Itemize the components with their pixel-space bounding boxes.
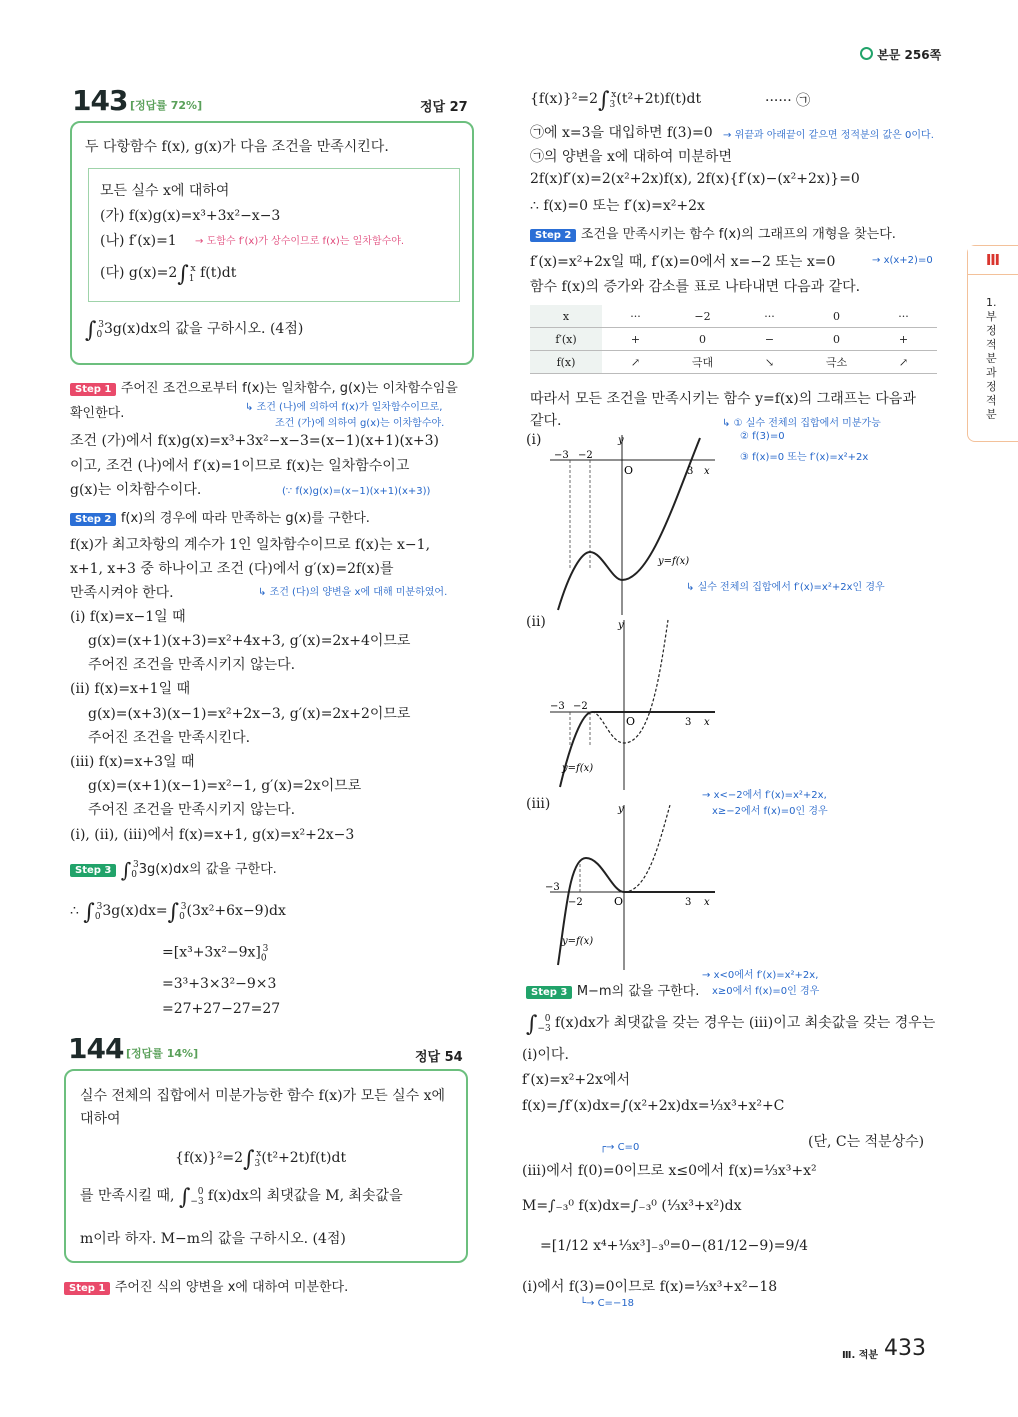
condition-b-note: → 도함수 f′(x)가 상수이므로 f(x)는 일차함수야. bbox=[195, 236, 405, 247]
svg-text:y: y bbox=[618, 620, 624, 631]
solution-line: (i)에서 f(3)=0이므로 f(x)=⅓x³+x²−18 bbox=[522, 1279, 778, 1295]
table-cell: ··· bbox=[602, 305, 669, 328]
problem-equation: $\{f(x)\}^2=2\int_3^x(t^2+2t)f(t)dt$ bbox=[175, 1147, 347, 1172]
equation-marker: ······ ㉠ bbox=[765, 93, 811, 109]
table-cell: ↗ bbox=[870, 351, 937, 374]
step1-heading: Step 1 주어진 식의 양변을 x에 대하여 미분한다. bbox=[64, 1276, 348, 1295]
table-cell: ··· bbox=[870, 305, 937, 328]
svg-text:O: O bbox=[614, 895, 624, 908]
table-cell: 0 bbox=[669, 328, 736, 351]
table-cell: + bbox=[870, 328, 937, 351]
table-cell: ↘ bbox=[736, 351, 803, 374]
solution-note: ↳ 조건 (다)의 양변을 x에 대해 미분하였어. bbox=[258, 587, 448, 598]
solution-note: └→ C=−18 bbox=[580, 1298, 635, 1309]
footer-section: Ⅲ. 적분 bbox=[842, 1350, 879, 1361]
solution-line: =[1/12 x⁴+⅓x³]₋₃⁰=0−(81/12−9)=9/4 bbox=[540, 1238, 809, 1254]
graph-note: → x<0에서 f′(x)=x²+2x, bbox=[702, 970, 819, 981]
graph-note: x≥−2에서 f(x)=0인 경우 bbox=[712, 806, 828, 817]
problem-number: 144 bbox=[68, 1032, 124, 1065]
solution-line: g(x)는 이차함수이다. bbox=[70, 482, 202, 498]
step1-heading-cont: 확인한다. bbox=[70, 406, 125, 421]
accuracy-rate: [정답률 14%] bbox=[126, 1047, 199, 1060]
equation-1: $\{f(x)\}^2=2\int_3^x(t^2+2t)f(t)dt$ bbox=[530, 88, 702, 113]
answer-label: 정답 27 bbox=[420, 100, 468, 115]
case-2-detail: g(x)=(x+3)(x−1)=x²+2x−3, g′(x)=2x+2이므로 bbox=[88, 706, 411, 722]
solution-line: f′(x)=x²+2x일 때, f′(x)=0에서 x=−2 또는 x=0 bbox=[530, 254, 836, 270]
problem-number: 143 bbox=[72, 84, 128, 117]
svg-text:y=f(x): y=f(x) bbox=[562, 763, 594, 774]
table-cell: 0 bbox=[803, 328, 870, 351]
step1-heading: Step 1 주어진 조건으로부터 f(x)는 일차함수, g(x)는 이차함수임을 bbox=[70, 377, 458, 396]
case-1-detail: g(x)=(x+1)(x+3)=x²+4x+3, g′(x)=2x+4이므로 bbox=[88, 633, 411, 649]
solution-line: $\int_{-3}^0$ f(x)dx가 최댓값을 갖는 경우는 (iii)이고 최솟값을 갖는 경우는 bbox=[526, 1012, 936, 1037]
svg-text:O: O bbox=[626, 715, 636, 728]
graph-note: x≥0에서 f(x)=0인 경우 bbox=[712, 986, 820, 997]
svg-text:x: x bbox=[704, 897, 710, 908]
chapter-title: 1. 부정적분과 정적분 bbox=[986, 296, 997, 421]
solution-line: (i)이다. bbox=[522, 1047, 569, 1063]
table-row bbox=[530, 305, 937, 328]
svg-text:3: 3 bbox=[685, 717, 692, 728]
svg-text:O: O bbox=[624, 464, 634, 477]
case-2-result: 주어진 조건을 만족시킨다. bbox=[88, 730, 251, 746]
calc-line-3: =3³+3×3²−9×3 bbox=[162, 976, 277, 992]
table-cell: 극소 bbox=[803, 351, 870, 374]
table-cell: ··· bbox=[736, 305, 803, 328]
sign-table bbox=[530, 305, 937, 374]
solution-line: (iii)에서 f(0)=0이므로 x≤0에서 f(x)=⅓x³+x² bbox=[522, 1163, 817, 1179]
step3-heading: Step 3 M−m의 값을 구한다. bbox=[526, 980, 699, 999]
accuracy-rate: [정답률 72%] bbox=[130, 99, 203, 112]
case-1: (i) f(x)=x−1일 때 bbox=[70, 609, 186, 625]
solution-line: f(x)가 최고차항의 계수가 1인 일차함수이므로 f(x)는 x−1, bbox=[70, 537, 431, 553]
page-number: 433 bbox=[884, 1336, 926, 1361]
svg-text:x: x bbox=[704, 717, 710, 728]
chapter-roman: Ⅲ bbox=[968, 246, 1018, 275]
solution-line: 2f(x)f′(x)=2(x²+2x)f(x), 2f(x){f′(x)−(x²+2x)}=0 bbox=[530, 171, 860, 187]
graph-note: ↳ 실수 전체의 집합에서 f′(x)=x²+2x인 경우 bbox=[686, 582, 885, 593]
table-cell: − bbox=[736, 328, 803, 351]
condition-title: 모든 실수 x에 대하여 bbox=[100, 183, 230, 199]
step1-note-2: 조건 (가)에 의하여 g(x)는 이차함수야. bbox=[275, 418, 445, 429]
condition-note: ② f(3)=0 bbox=[740, 431, 785, 442]
svg-text:−3: −3 bbox=[550, 701, 565, 712]
problem-question: $\int_0^33g(x)dx$의 값을 구하시오. (4점) bbox=[85, 318, 304, 343]
solution-line: f(x)=∫f′(x)dx=∫(x²+2x)dx=⅓x³+x²+C bbox=[522, 1098, 785, 1114]
svg-text:x: x bbox=[704, 466, 710, 477]
graph-3 bbox=[540, 800, 720, 970]
case-3-detail: g(x)=(x+1)(x−1)=x²−1, g′(x)=2x이므로 bbox=[88, 778, 362, 794]
answer-label: 정답 54 bbox=[415, 1050, 463, 1065]
svg-text:y=f(x): y=f(x) bbox=[562, 936, 594, 947]
condition-a: (가) f(x)g(x)=x³+3x²−x−3 bbox=[100, 208, 281, 224]
solution-line: ㉠에 x=3을 대입하면 f(3)=0 bbox=[530, 125, 713, 141]
solution-line: 따라서 모든 조건을 만족시키는 함수 y=f(x)의 그래프는 다음과 bbox=[530, 391, 916, 407]
circle-marker-icon bbox=[860, 47, 873, 60]
svg-text:y: y bbox=[618, 435, 624, 446]
case-3-result: 주어진 조건을 만족시키지 않는다. bbox=[88, 802, 296, 818]
graph-note: → x<−2에서 f′(x)=x²+2x, bbox=[702, 790, 827, 801]
table-cell: x bbox=[530, 305, 602, 328]
table-cell: + bbox=[602, 328, 669, 351]
graph-label: (ii) bbox=[526, 614, 546, 630]
solution-line: ∴ f(x)=0 또는 f′(x)=x²+2x bbox=[530, 198, 705, 214]
case-1-result: 주어진 조건을 만족시키지 않는다. bbox=[88, 657, 296, 673]
table-cell: −2 bbox=[669, 305, 736, 328]
graph-label: (iii) bbox=[526, 796, 551, 812]
svg-text:−2: −2 bbox=[578, 450, 593, 461]
solution-line: 함수 f(x)의 증가와 감소를 표로 나타내면 다음과 같다. bbox=[530, 279, 861, 295]
solution-line: M=∫₋₃⁰ f(x)dx=∫₋₃⁰ (⅓x³+x²)dx bbox=[522, 1198, 742, 1214]
condition-note: ↳ ① 실수 전체의 집합에서 미분가능 bbox=[722, 418, 881, 429]
step3-heading: Step 3 $\int_0^33g(x)dx$의 값을 구한다. bbox=[70, 858, 277, 882]
table-cell: 극대 bbox=[669, 351, 736, 374]
condition-b: (나) f′(x)=1 bbox=[100, 233, 177, 249]
solution-note: → x(x+2)=0 bbox=[872, 255, 933, 266]
calc-line-2: $=[x^3+3x^2-9x]_0^3$ bbox=[162, 944, 269, 964]
svg-text:−2: −2 bbox=[573, 701, 588, 712]
step1-note-1: ↳ 조건 (나)에 의하여 f(x)가 일차함수이므로, bbox=[245, 402, 443, 413]
solution-line: 만족시켜야 한다. bbox=[70, 585, 174, 601]
problem-statement: 실수 전체의 집합에서 미분가능한 함수 f(x)가 모든 실수 x에 bbox=[80, 1088, 446, 1104]
svg-text:3: 3 bbox=[685, 897, 692, 908]
solution-line: ㉠의 양변을 x에 대하여 미분하면 bbox=[530, 149, 732, 165]
solution-line: 조건 (가)에서 f(x)g(x)=x³+3x²−x−3=(x−1)(x+1)(x+3) bbox=[70, 433, 439, 449]
solution-line: 같다. bbox=[530, 413, 562, 429]
case-2: (ii) f(x)=x+1일 때 bbox=[70, 681, 191, 697]
solution-note: → 위끝과 아래끝이 같으면 정적분의 값은 0이다. bbox=[723, 130, 934, 141]
table-cell: ↗ bbox=[602, 351, 669, 374]
solution-line: (단, C는 적분상수) bbox=[808, 1134, 925, 1150]
solution-note: ┌→ C=0 bbox=[600, 1142, 640, 1153]
solution-line: x+1, x+3 중 하나이고 조건 (다)에서 g′(x)=2f(x)를 bbox=[70, 561, 394, 577]
svg-text:y=f(x): y=f(x) bbox=[658, 556, 690, 567]
conclusion: (i), (ii), (iii)에서 f(x)=x+1, g(x)=x²+2x−3 bbox=[70, 827, 355, 843]
case-3: (iii) f(x)=x+3일 때 bbox=[70, 754, 195, 770]
table-row bbox=[530, 328, 937, 351]
condition-c: (다) $g(x)=2\int_1^x$ f(t)dt bbox=[100, 262, 237, 287]
problem-question: m이라 하자. M−m의 값을 구하시오. (4점) bbox=[80, 1231, 346, 1247]
solution-line: 이고, 조건 (나)에서 f′(x)=1이므로 f(x)는 일차함수이고 bbox=[70, 458, 410, 474]
chapter-tab bbox=[967, 245, 1018, 442]
problem-statement: 대하여 bbox=[80, 1111, 121, 1127]
table-row bbox=[530, 351, 937, 374]
solution-line: f′(x)=x²+2x에서 bbox=[522, 1072, 630, 1088]
svg-text:−2: −2 bbox=[568, 897, 583, 908]
condition-note: ③ f(x)=0 또는 f′(x)=x²+2x bbox=[740, 452, 869, 463]
solution-note: (∵ f(x)g(x)=(x−1)(x+1)(x+3)) bbox=[282, 486, 431, 497]
table-cell: f(x) bbox=[530, 351, 602, 374]
graph-label: (i) bbox=[526, 432, 542, 448]
graph-2 bbox=[540, 615, 720, 790]
step2-heading: Step 2 조건을 만족시키는 함수 f(x)의 그래프의 개형을 찾는다. bbox=[530, 223, 896, 242]
svg-text:3: 3 bbox=[687, 466, 694, 477]
svg-text:y: y bbox=[618, 804, 624, 815]
page-reference: 본문 256쪽 bbox=[860, 46, 941, 63]
svg-text:−3: −3 bbox=[554, 450, 569, 461]
problem-question: 를 만족시킬 때, $\int_{-3}^0$ f(x)dx의 최댓값을 M, 최솟값을 bbox=[80, 1185, 403, 1210]
table-cell: 0 bbox=[803, 305, 870, 328]
table-cell: f′(x) bbox=[530, 328, 602, 351]
svg-text:−3: −3 bbox=[545, 882, 560, 893]
calc-line-4: =27+27−27=27 bbox=[162, 1001, 281, 1017]
problem-statement: 두 다항함수 f(x), g(x)가 다음 조건을 만족시킨다. bbox=[85, 139, 389, 155]
calc-line-1: ∴ $\int_0^33g(x)dx=\int_0^3(3x^2+6x-9)dx$ bbox=[70, 900, 286, 925]
step2-heading: Step 2 f(x)의 경우에 따라 만족하는 g(x)를 구한다. bbox=[70, 507, 370, 526]
